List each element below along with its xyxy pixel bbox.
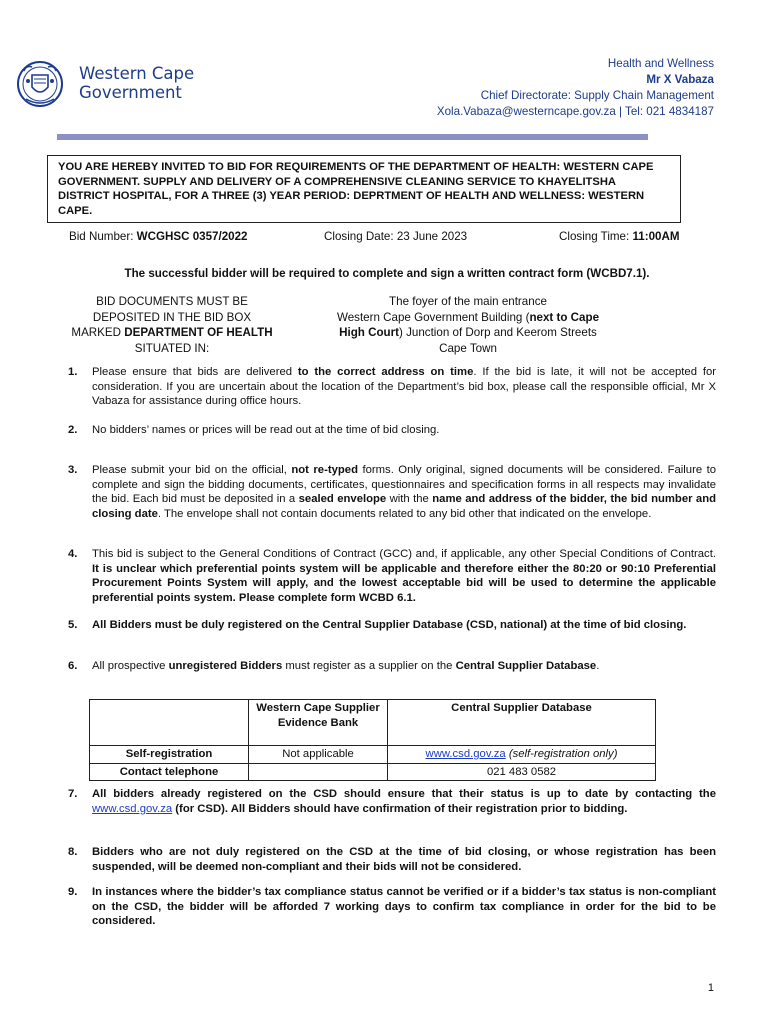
bid-info-line xyxy=(47,230,697,246)
list-item-1: 1. Please ensure that bids are delivered to the correct address on time. If the bid is late, it will not be accepted for consideration. If you are uncertain about the location of the Department’s bid box, please call the responsible official, Mr X Vabaza for assistance during office hours. xyxy=(68,366,717,408)
cell-csd-link: www.csd.gov.za (self-registration only) xyxy=(388,746,656,764)
list-item-5: 5. All Bidders must be duly registered on the Central Supplier Database (CSD, national) at the time of bid closing. xyxy=(68,619,687,631)
invitation-box xyxy=(47,155,681,223)
list-item-9: 9. In instances where the bidder’s tax compliance status cannot be verified or if a bidder’s tax status is non-compliant on the CSD, the bidder will be afforded 7 working days to confirm tax compliance in order for the bid to be considered. xyxy=(68,886,716,928)
col-header-wcseb: Western Cape Supplier Evidence Bank xyxy=(249,700,388,746)
list-item-6: 6. All prospective unregistered Bidders must register as a supplier on the Central Supplier Database. xyxy=(68,660,600,672)
bid-box-instructions: BID DOCUMENTS MUST BE DEPOSITED IN THE BID BOX MARKED DEPARTMENT OF HEALTH SITUATED IN: xyxy=(71,295,273,355)
department-name: Health and Wellness xyxy=(607,57,714,70)
list-item-8: 8. Bidders who are not duly registered on the CSD at the time of bid closing, or whose registration has been suspended, will be deemed non-compliant and their bids will not be considered. xyxy=(68,846,716,873)
contact-name: Mr X Vabaza xyxy=(646,73,714,86)
bid-number: Bid Number: WCGHSC 0357/2022 xyxy=(69,230,248,243)
western-cape-government-logo xyxy=(16,57,226,113)
list-item-3: 3. Please submit your bid on the official, not re-typed forms. Only original, signed documents will be considered. Failure to complete and sign the bidding documents, certificates, questionnaires and specification forms in all respects may invalidate the bid. Each bid must be deposited in a sealed envelope with the name and address of the bidder, the bid number and closing date. The envelope shall not contain documents related to any bid other that indicated on the envelope. xyxy=(68,464,716,520)
col-header-csd: Central Supplier Database xyxy=(388,700,656,746)
row-label-self-registration: Self-registration xyxy=(90,746,249,764)
contract-note: The successful bidder will be required to complete and sign a written contract form (WCBD7.1). xyxy=(124,267,650,280)
closing-date: Closing Date: 23 June 2023 xyxy=(324,230,468,243)
table-row xyxy=(90,746,656,764)
list-item-4: 4. This bid is subject to the General Conditions of Contract (GCC) and, if applicable, any other Special Conditions of Contract. It is unclear which preferential points system will be applicable and therefore either the 80:20 or 90:10 Preferential Procurement Points System will apply, and the lowest acceptable bid will be used to determine the applicable preferential points system. Please complete form WCBD 6.1. xyxy=(68,548,716,604)
list-item-2: 2. No bidders’ names or prices will be read out at the time of bid closing. xyxy=(68,424,440,436)
table-row xyxy=(90,700,656,746)
csd-link[interactable]: www.csd.gov.za xyxy=(425,748,506,760)
table-row xyxy=(90,763,656,781)
directorate: Chief Directorate: Supply Chain Management xyxy=(480,89,714,102)
coat-of-arms-icon xyxy=(16,57,64,111)
csd-link[interactable]: www.csd.gov.za xyxy=(92,802,173,815)
header-divider xyxy=(57,134,648,140)
cell-csd-phone: 021 483 0582 xyxy=(388,763,656,781)
contact-block xyxy=(437,56,714,120)
invitation-text: YOU ARE HEREBY INVITED TO BID FOR REQUIREMENTS OF THE DEPARTMENT OF HEALTH: WESTERN CAPE GOVERNMENT. SUPPLY AND DELIVERY OF A COMPREHENSIVE CLEANING SERVICE TO KHAYELITSHA DISTRICT HOSPITAL, FOR A THREE (3) YEAR PERIOD: DEPRTMENT OF HEALTH AND WELLNESS: WESTERN CAPE. xyxy=(58,161,654,217)
registration-table xyxy=(89,699,656,781)
bid-box-address: The foyer of the main entrance Western Cape Government Building (next to Cape High Court) Junction of Dorp and Keerom Streets Cape Town xyxy=(336,295,600,355)
cell-not-applicable: Not applicable xyxy=(249,746,388,764)
contact-email-tel[interactable]: Xola.Vabaza@westerncape.gov.za | Tel: 021 4834187 xyxy=(436,105,714,118)
list-item-7: 7. All bidders already registered on the CSD should ensure that their status is up to date by contacting the www.csd.gov.za (for CSD). All Bidders should have confirmation of their registration prior to bidding. xyxy=(68,788,716,815)
page-number: 1 xyxy=(707,982,714,994)
logo-wordmark: Western Cape Government xyxy=(79,64,195,102)
closing-time: Closing Time: 11:00AM xyxy=(559,230,680,243)
row-label-contact-telephone: Contact telephone xyxy=(90,763,249,781)
